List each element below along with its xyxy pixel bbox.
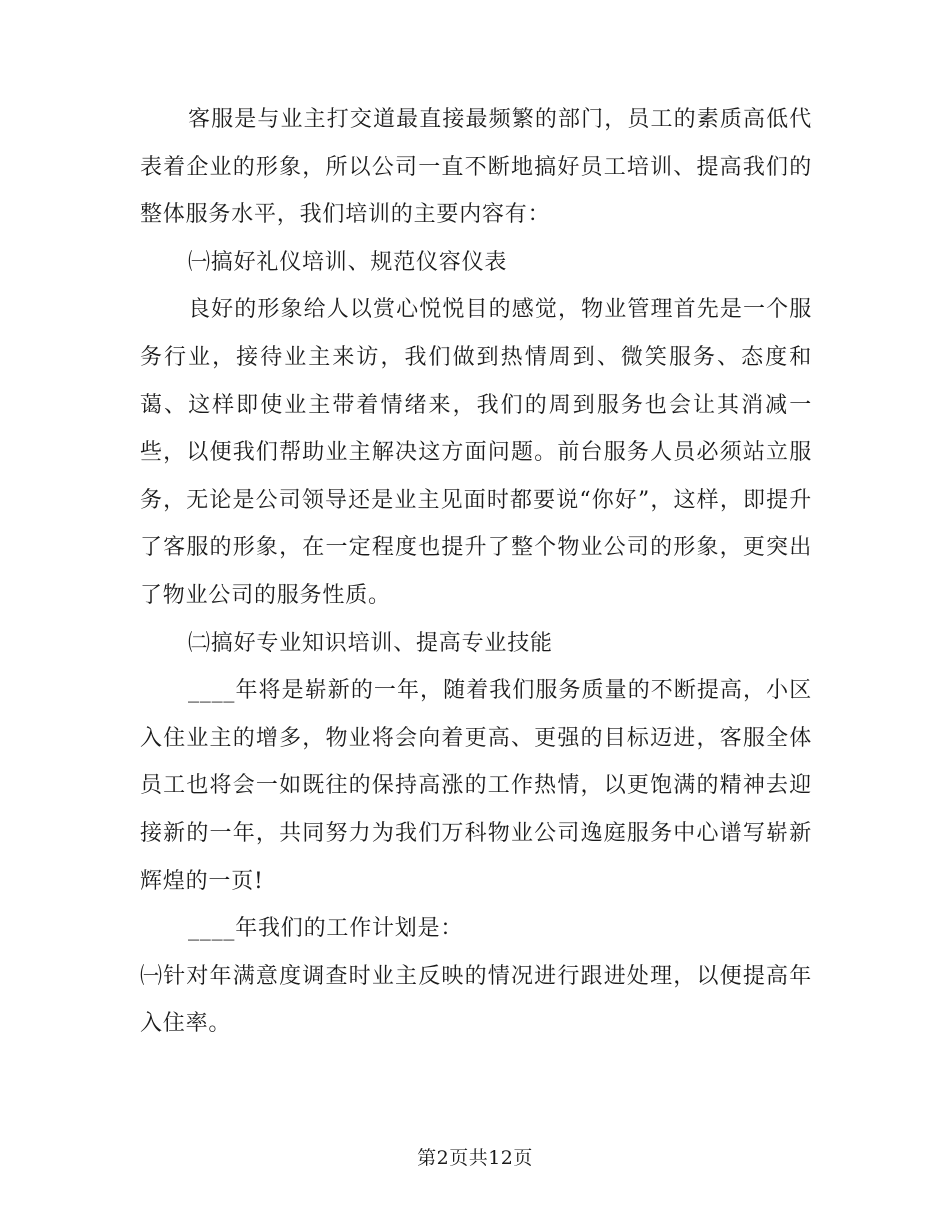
document-body — [140, 96, 812, 1048]
section-heading-etiquette: ㈠搞好礼仪培训、规范仪容仪表 — [188, 249, 508, 275]
paragraph-etiquette: 良好的形象给人以赏心悦悦目的感觉，物业管理首先是一个服务行业，接待业主来访，我们做到热情周到、微笑服务、态度和蔼、这样即使业主带着情绪来，我们的周到服务也会让其消减一些，以便我们帮助业主解决这方面问题。前台服务人员必须站立服务，无论是公司领导还是业主见面时都要说“你好”，这样，即提升了客服的形象，在一定程度也提升了整个物业公司的形象，更突出了物业公司的服务性质。 — [140, 297, 812, 608]
page-number-footer: 第2页共12页 — [417, 1147, 533, 1169]
paragraph-plan-item-1: ㈠针对年满意度调查时业主反映的情况进行跟进处理，以便提高年入住率。 — [140, 963, 812, 1037]
paragraph-plan-intro: ____年我们的工作计划是： — [188, 916, 464, 942]
paragraph-outlook: ____年将是崭新的一年，随着我们服务质量的不断提高，小区入住业主的增多，物业将会向着更高、更强的目标迈进，客服全体员工也将会一如既往的保持高涨的工作热情，以更饱满的精神去迎接新的一年，共同努力为我们万科物业公司逸庭服务中心谱写崭新辉煌的一页! — [140, 678, 812, 894]
section-heading-skills: ㈡搞好专业知识培训、提高专业技能 — [188, 630, 553, 656]
paragraph-intro: 客服是与业主打交道最直接最频繁的部门，员工的素质高低代表着企业的形象，所以公司一直不断地搞好员工培训、提高我们的整体服务水平，我们培训的主要内容有： — [140, 107, 812, 228]
